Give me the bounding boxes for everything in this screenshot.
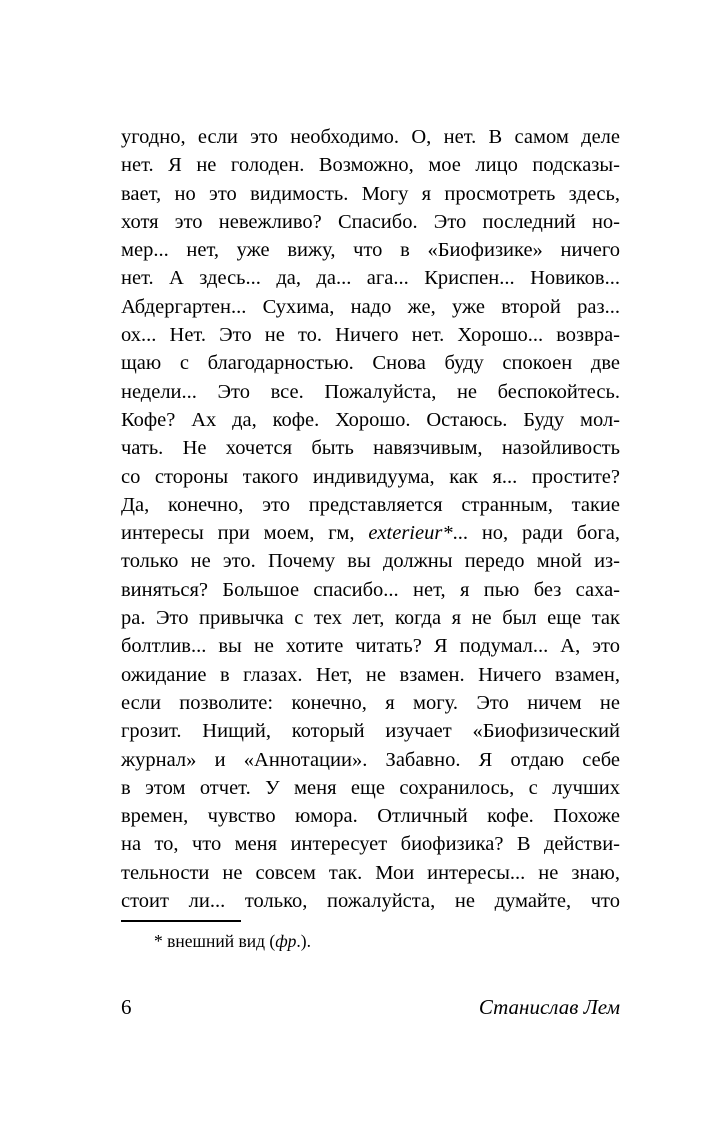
text-line: вает, но это видимость. Могу я просмотреть здесь,	[121, 182, 620, 205]
italic-foreign-word: exterieur*	[368, 522, 453, 545]
page-number: 6	[121, 995, 132, 1019]
text-line: недели... Это все. Пожалуйста, не беспокойтесь.	[121, 380, 620, 403]
text-line: Кофе? Ах да, кофе. Хорошо. Остаюсь. Буду мол-	[121, 408, 620, 431]
footnote-text	[121, 930, 620, 952]
footnote-rule	[121, 920, 241, 922]
text-line: грозит. Нищий, который изучает «Биофизический	[121, 720, 620, 743]
text-line: нет. А здесь... да, да... ага... Криспен... Новиков...	[121, 267, 620, 290]
text-line: журнал» и «Аннотации». Забавно. Я отдаю себе	[121, 748, 620, 771]
footnote-segment: * внешний вид (	[154, 931, 276, 951]
text-line	[121, 519, 620, 547]
text-line: времен, чувство юмора. Отличный кофе. Похоже	[121, 805, 620, 828]
text-line: ра. Это привычка с тех лет, когда я не был еще так	[121, 607, 620, 630]
text-line: стоит ли... только, пожалуйста, не думайте, что	[121, 890, 620, 913]
text-line: ох... Нет. Это не то. Ничего нет. Хорошо... возвра-	[121, 324, 620, 347]
text-line: если позволите: конечно, я могу. Это ничем не	[121, 691, 620, 714]
text-line: нет. Я не голоден. Возможно, мое лицо подсказы-	[121, 154, 620, 177]
text-line: болтлив... вы не хотите читать? Я подумал... А, это	[121, 635, 620, 658]
text-segment: интересы при моем, гм,	[121, 522, 369, 545]
text-line: только не это. Почему вы должны передо мной из-	[121, 550, 620, 573]
text-line: чать. Не хочется быть навязчивым, назойливость	[121, 437, 620, 460]
footnote-segment: .).	[296, 931, 311, 951]
text-line: Да, конечно, это представляется странным, такие	[121, 493, 620, 516]
text-segment: ... но, ради бога,	[452, 522, 620, 545]
text-line: ожидание в глазах. Нет, не взамен. Ничего взамен,	[121, 663, 620, 686]
text-line: на то, что меня интересует биофизика? В действи-	[121, 833, 620, 856]
text-line: со стороны такого индивидуума, как я... простите?	[121, 465, 620, 488]
text-line: угодно, если это необходимо. О, нет. В самом деле	[121, 126, 620, 148]
text-line: Абдергартен... Сухима, надо же, уже второй раз...	[121, 295, 620, 318]
text-line: виняться? Большое спасибо... нет, я пью без саха-	[121, 578, 620, 601]
text-line: мер... нет, уже вижу, что в «Биофизике» ничего	[121, 239, 620, 262]
text-line: в этом отчет. У меня еще сохранилось, с лучших	[121, 776, 620, 799]
footnote	[121, 920, 620, 952]
page-footer	[121, 994, 620, 1020]
text-line: хотя это невежливо? Спасибо. Это последний но-	[121, 210, 620, 233]
page-text	[121, 123, 620, 915]
running-title-author: Станислав Лем	[478, 995, 620, 1019]
text-line: щаю с благодарностью. Снова буду спокоен две	[121, 352, 620, 375]
text-line: тельности не совсем так. Мои интересы... не знаю,	[121, 861, 620, 884]
footnote-language-abbr: фр	[275, 931, 297, 951]
